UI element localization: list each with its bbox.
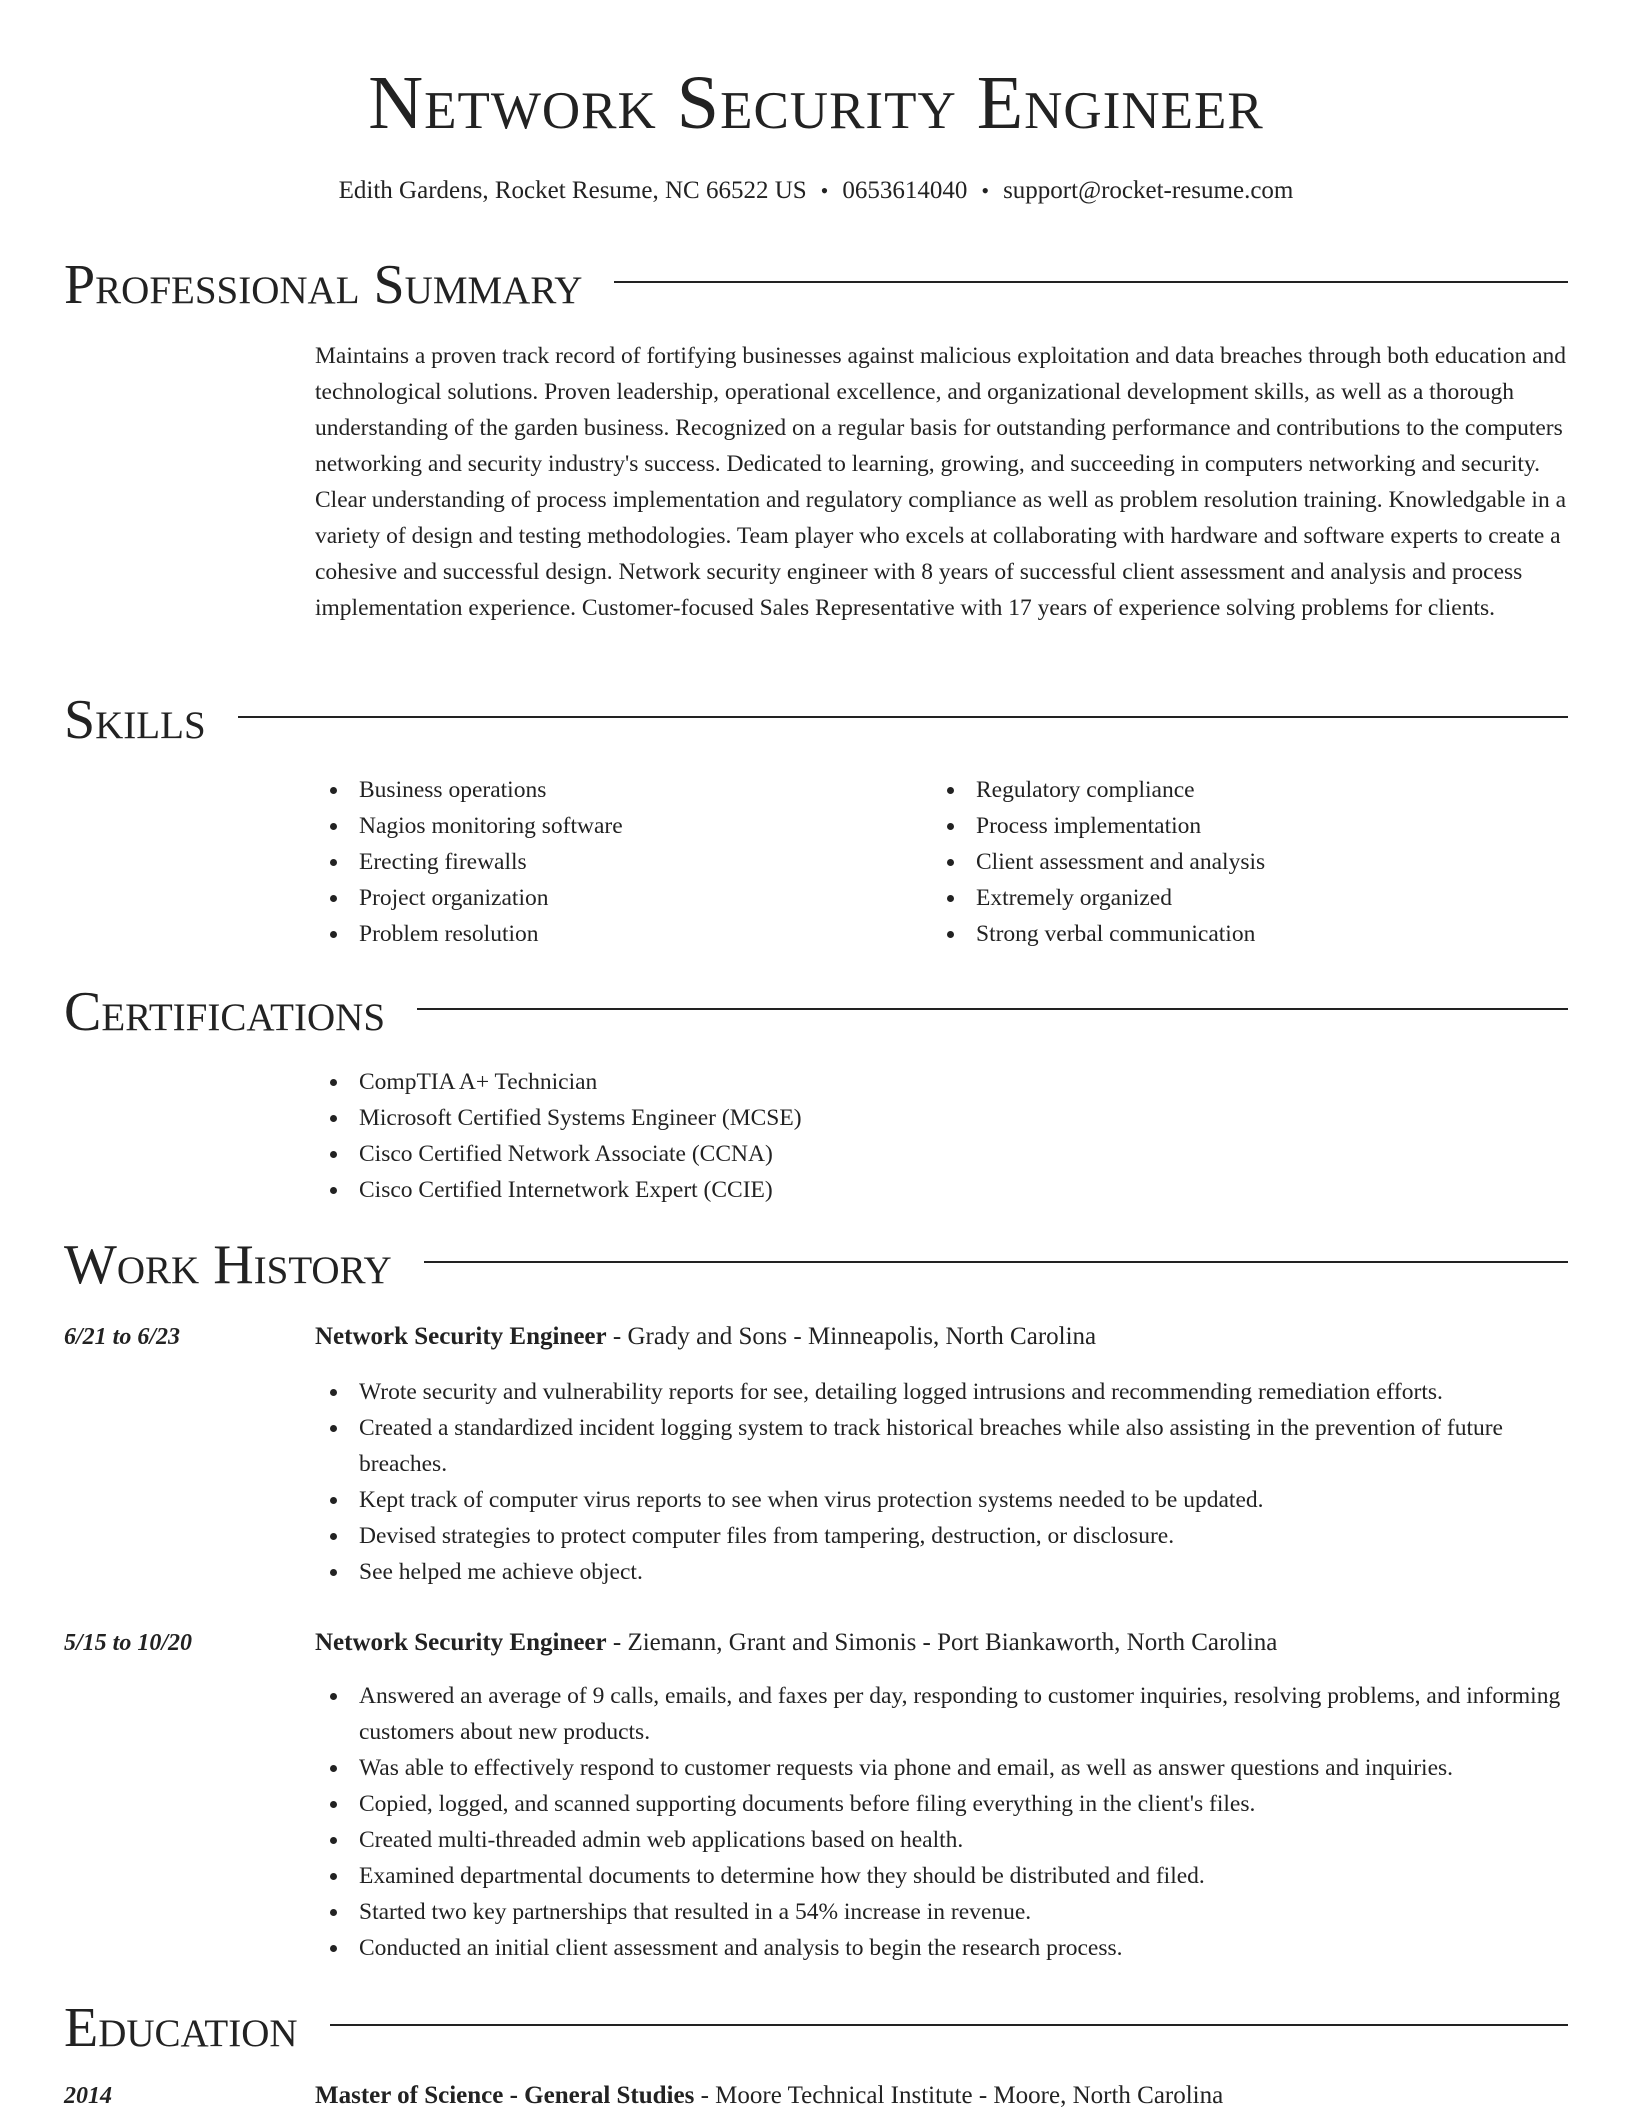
resume-title: Network Security Engineer [368, 61, 1264, 145]
skill-item: Regulatory compliance [932, 772, 1532, 808]
education-section-header [64, 1996, 1568, 2060]
education-year: 2014 [64, 2083, 112, 2109]
skill-item: Nagios monitoring software [315, 808, 915, 844]
contact-separator: • [981, 178, 990, 203]
contact-line [0, 174, 1632, 208]
skills-column-right [932, 772, 1532, 952]
job-bullet: Created multi-threaded admin web applications based on health. [315, 1822, 1570, 1858]
skill-item: Problem resolution [315, 916, 915, 952]
job-bullet: Devised strategies to protect computer files from tampering, destruction, or disclosure. [315, 1518, 1570, 1554]
summary-text: Maintains a proven track record of fortifying businesses against malicious exploitation and data breaches through both education and technological solutions. Proven leadership, operational excellence, and organizational development skills, as well as a thorough understanding of the garden business. Recognized on a regular basis for outstanding performance and contributions to the computers networking and security industry's success. Dedicated to learning, growing, and succeeding in computers networking and security. Clear understanding of process implementation and regulatory compliance as well as problem resolution training. Knowledgable in a variety of design and testing methodologies. Team player who excels at collaborating with hardware and software experts to create a cohesive and successful design. Network security engineer with 8 years of successful client assessment and analysis and process implementation experience. Customer-focused Sales Representative with 17 years of experience solving problems for clients. [315, 343, 1567, 621]
contact-address: Edith Gardens, Rocket Resume, NC 66522 US [338, 177, 807, 204]
education-school: - Moore Technical Institute - Moore, North Carolina [694, 2082, 1224, 2109]
certification-item: Cisco Certified Internetwork Expert (CCIE) [315, 1172, 1315, 1208]
section-divider [330, 2024, 1568, 2026]
skill-item: Extremely organized [932, 880, 1532, 916]
section-divider [238, 716, 1568, 718]
job-bullet: Created a standardized incident logging system to track historical breaches while also assisting in the prevention of future breaches. [315, 1410, 1570, 1482]
skills-column-left [315, 772, 915, 952]
certifications-section-header [64, 980, 1568, 1044]
job-bullet: Answered an average of 9 calls, emails, and faxes per day, responding to customer inquiries, resolving problems, and informing customers about new products. [315, 1678, 1570, 1750]
job-bullets [315, 1678, 1570, 1966]
contact-phone: 0653614040 [842, 177, 968, 204]
certification-item: Cisco Certified Network Associate (CCNA) [315, 1136, 1315, 1172]
job-heading [315, 1626, 1570, 1660]
summary-section-header [64, 253, 1568, 317]
job-title: Network Security Engineer [315, 1323, 607, 1350]
job-bullet: Copied, logged, and scanned supporting documents before filing everything in the client's files. [315, 1786, 1570, 1822]
job-employer: - Grady and Sons - Minneapolis, North Carolina [606, 1323, 1097, 1350]
work-heading: Work History [64, 1234, 392, 1296]
section-divider [417, 1008, 1568, 1010]
job-bullet: Wrote security and vulnerability reports for see, detailing logged intrusions and recommending remediation efforts. [315, 1374, 1570, 1410]
skill-item: Project organization [315, 880, 915, 916]
certification-item: CompTIA A+ Technician [315, 1064, 1315, 1100]
job-bullet: Examined departmental documents to determine how they should be distributed and filed. [315, 1858, 1570, 1894]
job-bullets [315, 1374, 1570, 1590]
section-divider [614, 281, 1568, 283]
skills-section-header [64, 688, 1568, 752]
job-dates: 6/21 to 6/23 [64, 1324, 181, 1350]
certifications-list [315, 1064, 1315, 1208]
certification-item: Microsoft Certified Systems Engineer (MCSE) [315, 1100, 1315, 1136]
job-bullet: Kept track of computer virus reports to see when virus protection systems needed to be updated. [315, 1482, 1570, 1518]
skill-item: Strong verbal communication [932, 916, 1532, 952]
education-heading-line [315, 2079, 1570, 2113]
work-section-header [64, 1233, 1568, 1297]
job-employer: - Ziemann, Grant and Simonis - Port Biankaworth, North Carolina [606, 1629, 1278, 1656]
job-title: Network Security Engineer [315, 1629, 607, 1656]
section-divider [424, 1261, 1568, 1263]
summary-heading: Professional Summary [64, 254, 583, 316]
contact-separator: • [820, 178, 829, 203]
job-bullet: Started two key partnerships that resulted in a 54% increase in revenue. [315, 1894, 1570, 1930]
skill-item: Client assessment and analysis [932, 844, 1532, 880]
skill-item: Erecting firewalls [315, 844, 915, 880]
certifications-heading: Certifications [64, 981, 386, 1043]
skills-heading: Skills [64, 689, 206, 751]
job-bullet: Was able to effectively respond to customer requests via phone and email, as well as answer questions and inquiries. [315, 1750, 1570, 1786]
skill-item: Business operations [315, 772, 915, 808]
job-dates: 5/15 to 10/20 [64, 1630, 193, 1656]
education-heading: Education [64, 1997, 298, 2059]
skill-item: Process implementation [932, 808, 1532, 844]
education-degree: Master of Science - General Studies [315, 2082, 695, 2109]
job-bullet: Conducted an initial client assessment and analysis to begin the research process. [315, 1930, 1570, 1966]
job-bullet: See helped me achieve object. [315, 1554, 1570, 1590]
job-heading [315, 1320, 1570, 1354]
contact-email: support@rocket-resume.com [1003, 177, 1294, 204]
